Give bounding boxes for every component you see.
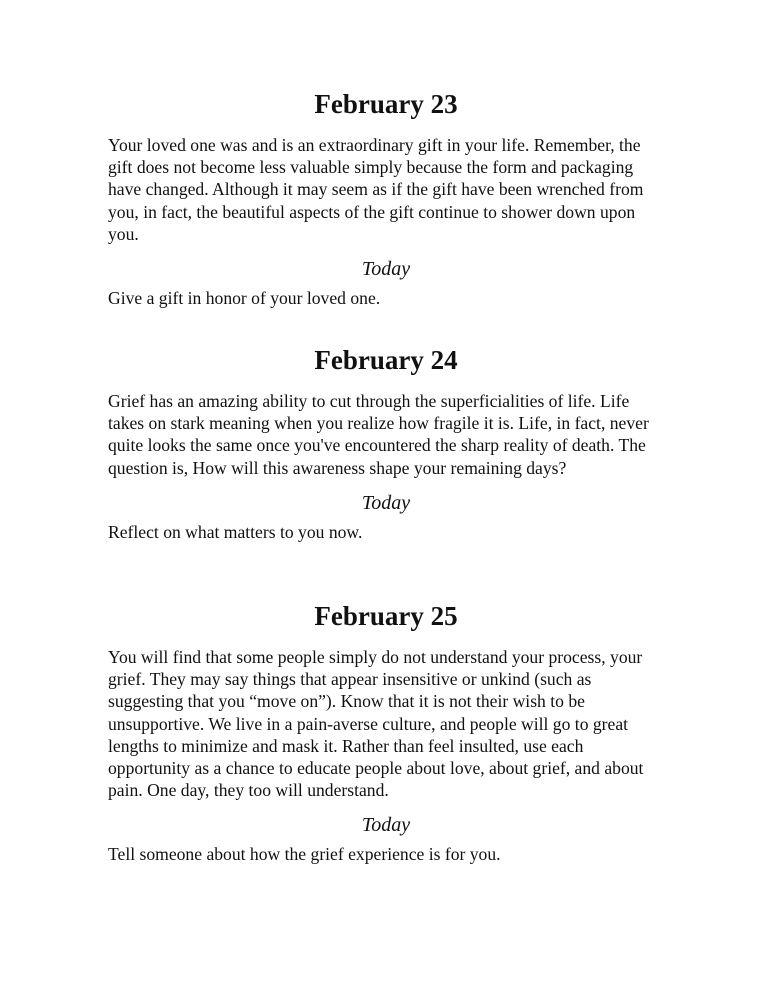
devotional-entry <box>108 88 664 309</box>
today-label: Today <box>361 258 411 281</box>
entry-body-text: Your loved one was and is an extraordinary gift in your life. Remember, the gift does not become less valuable simply because the form and packaging have changed. Although it may seem as if the gift have been wrenched from you, in fact, the beautiful aspects of the gift continue to shower down upon you. <box>108 135 644 244</box>
entry-date-heading: February 25 <box>314 601 458 631</box>
entry-body-text: Grief has an amazing ability to cut through the superficialities of life. Life takes on stark meaning when you realize how fragile it is. Life, in fact, never quite looks the same once you've encountered the sharp reality of death. The question is, How will this awareness shape your remaining days? <box>108 391 649 478</box>
entry-body-text: You will find that some people simply do not understand your process, your grief. They may say things that appear insensitive or unkind (such as suggesting that you “move on”). Know that it is not their wish to be unsupportive. We live in a pain-averse culture, and people will go to great lengths to minimize and mask it. Rather than feel insulted, use each opportunity as a chance to educate people about love, about grief, and about pain. One day, they too will understand. <box>108 647 644 801</box>
today-action-text: Tell someone about how the grief experience is for you. <box>108 844 501 865</box>
today-action-text: Give a gift in honor of your loved one. <box>108 288 381 309</box>
today-label: Today <box>361 491 411 514</box>
today-label: Today <box>361 814 411 837</box>
today-action-text: Reflect on what matters to you now. <box>108 521 363 542</box>
entry-date-heading: February 24 <box>314 345 458 375</box>
devotional-entry <box>108 600 664 865</box>
devotional-entry <box>108 344 664 543</box>
entry-date-heading: February 23 <box>314 89 458 119</box>
